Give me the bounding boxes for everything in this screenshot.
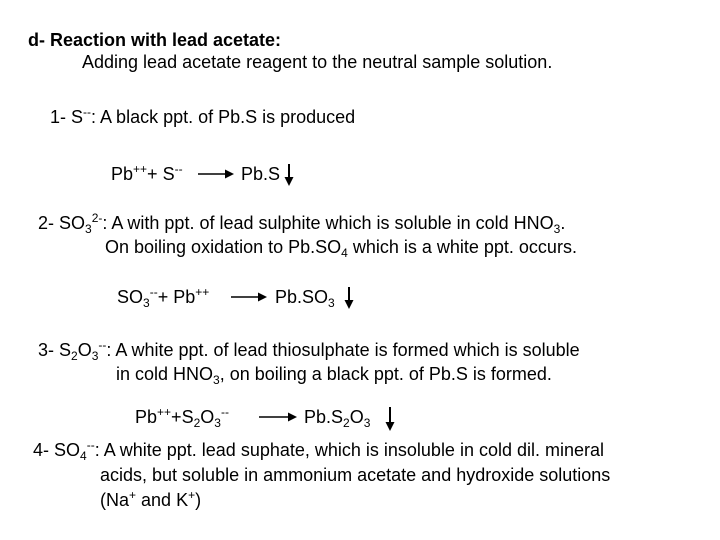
item-4-line-2: acids, but soluble in ammonium acetate and hydroxide solutions: [100, 465, 611, 485]
reaction-arrow-2: [231, 291, 267, 303]
item-3-ion: $S_2O_3^{--}$: [59, 338, 107, 363]
section-heading: d- Reaction with lead acetate:: [28, 30, 282, 50]
item-1-equation-left: Pb+++ S--: [111, 162, 183, 184]
item-2-ion: $SO_3^{2-}$: [59, 211, 103, 236]
item-4-number: 4-: [33, 440, 55, 460]
item-2-number: 2-: [38, 213, 60, 233]
precipitate-arrow-1: [284, 164, 294, 186]
item-2-line: [38, 211, 566, 236]
item-1-equation-right: Pb.S: [241, 164, 281, 184]
item-1-text: : A black ppt. of Pb.S is produced: [91, 107, 356, 127]
item-3-text: : A white ppt. of lead thiosulphate is formed which is soluble: [106, 340, 580, 360]
item-4-line: [33, 438, 605, 463]
item-1-number: 1-: [50, 107, 72, 127]
item-3-equation-right: $Pb.S_2O_3$: [304, 407, 371, 430]
item-3-equation-left: $Pb^{++}+S_2O_3^{--}$: [135, 405, 229, 430]
item-2-equation-right: $Pb.SO_3$: [275, 287, 335, 310]
item-3-line-2: in cold $HNO_3$, on boiling a black ppt. of Pb.S is formed.: [116, 364, 552, 387]
item-3-line: [38, 338, 580, 363]
item-2-equation-left: $SO_3^{--}+ Pb^{++}$: [117, 285, 210, 310]
precipitate-arrow-3: [385, 407, 395, 431]
item-2-text: : A with ppt. of lead sulphite which is soluble in cold $HNO_3$.: [102, 213, 566, 236]
item-3-number: 3-: [38, 340, 60, 360]
item-4-line-3: (Na+ and K+): [100, 488, 202, 510]
item-4-text: : A white ppt. lead suphate, which is insoluble in cold dil. mineral: [94, 440, 605, 460]
item-4-ion: $SO_4^{--}$: [54, 438, 95, 463]
intro-text: Adding lead acetate reagent to the neutral sample solution.: [82, 52, 553, 72]
item-2-line-2: On boiling oxidation to $Pb.SO_4$ which is a white ppt. occurs.: [105, 237, 577, 260]
item-1-ion: S--: [71, 105, 92, 127]
precipitate-arrow-2: [344, 287, 354, 309]
item-1-line: [50, 105, 356, 127]
reaction-arrow-3: [259, 411, 297, 423]
reaction-arrow-1: [198, 168, 234, 180]
